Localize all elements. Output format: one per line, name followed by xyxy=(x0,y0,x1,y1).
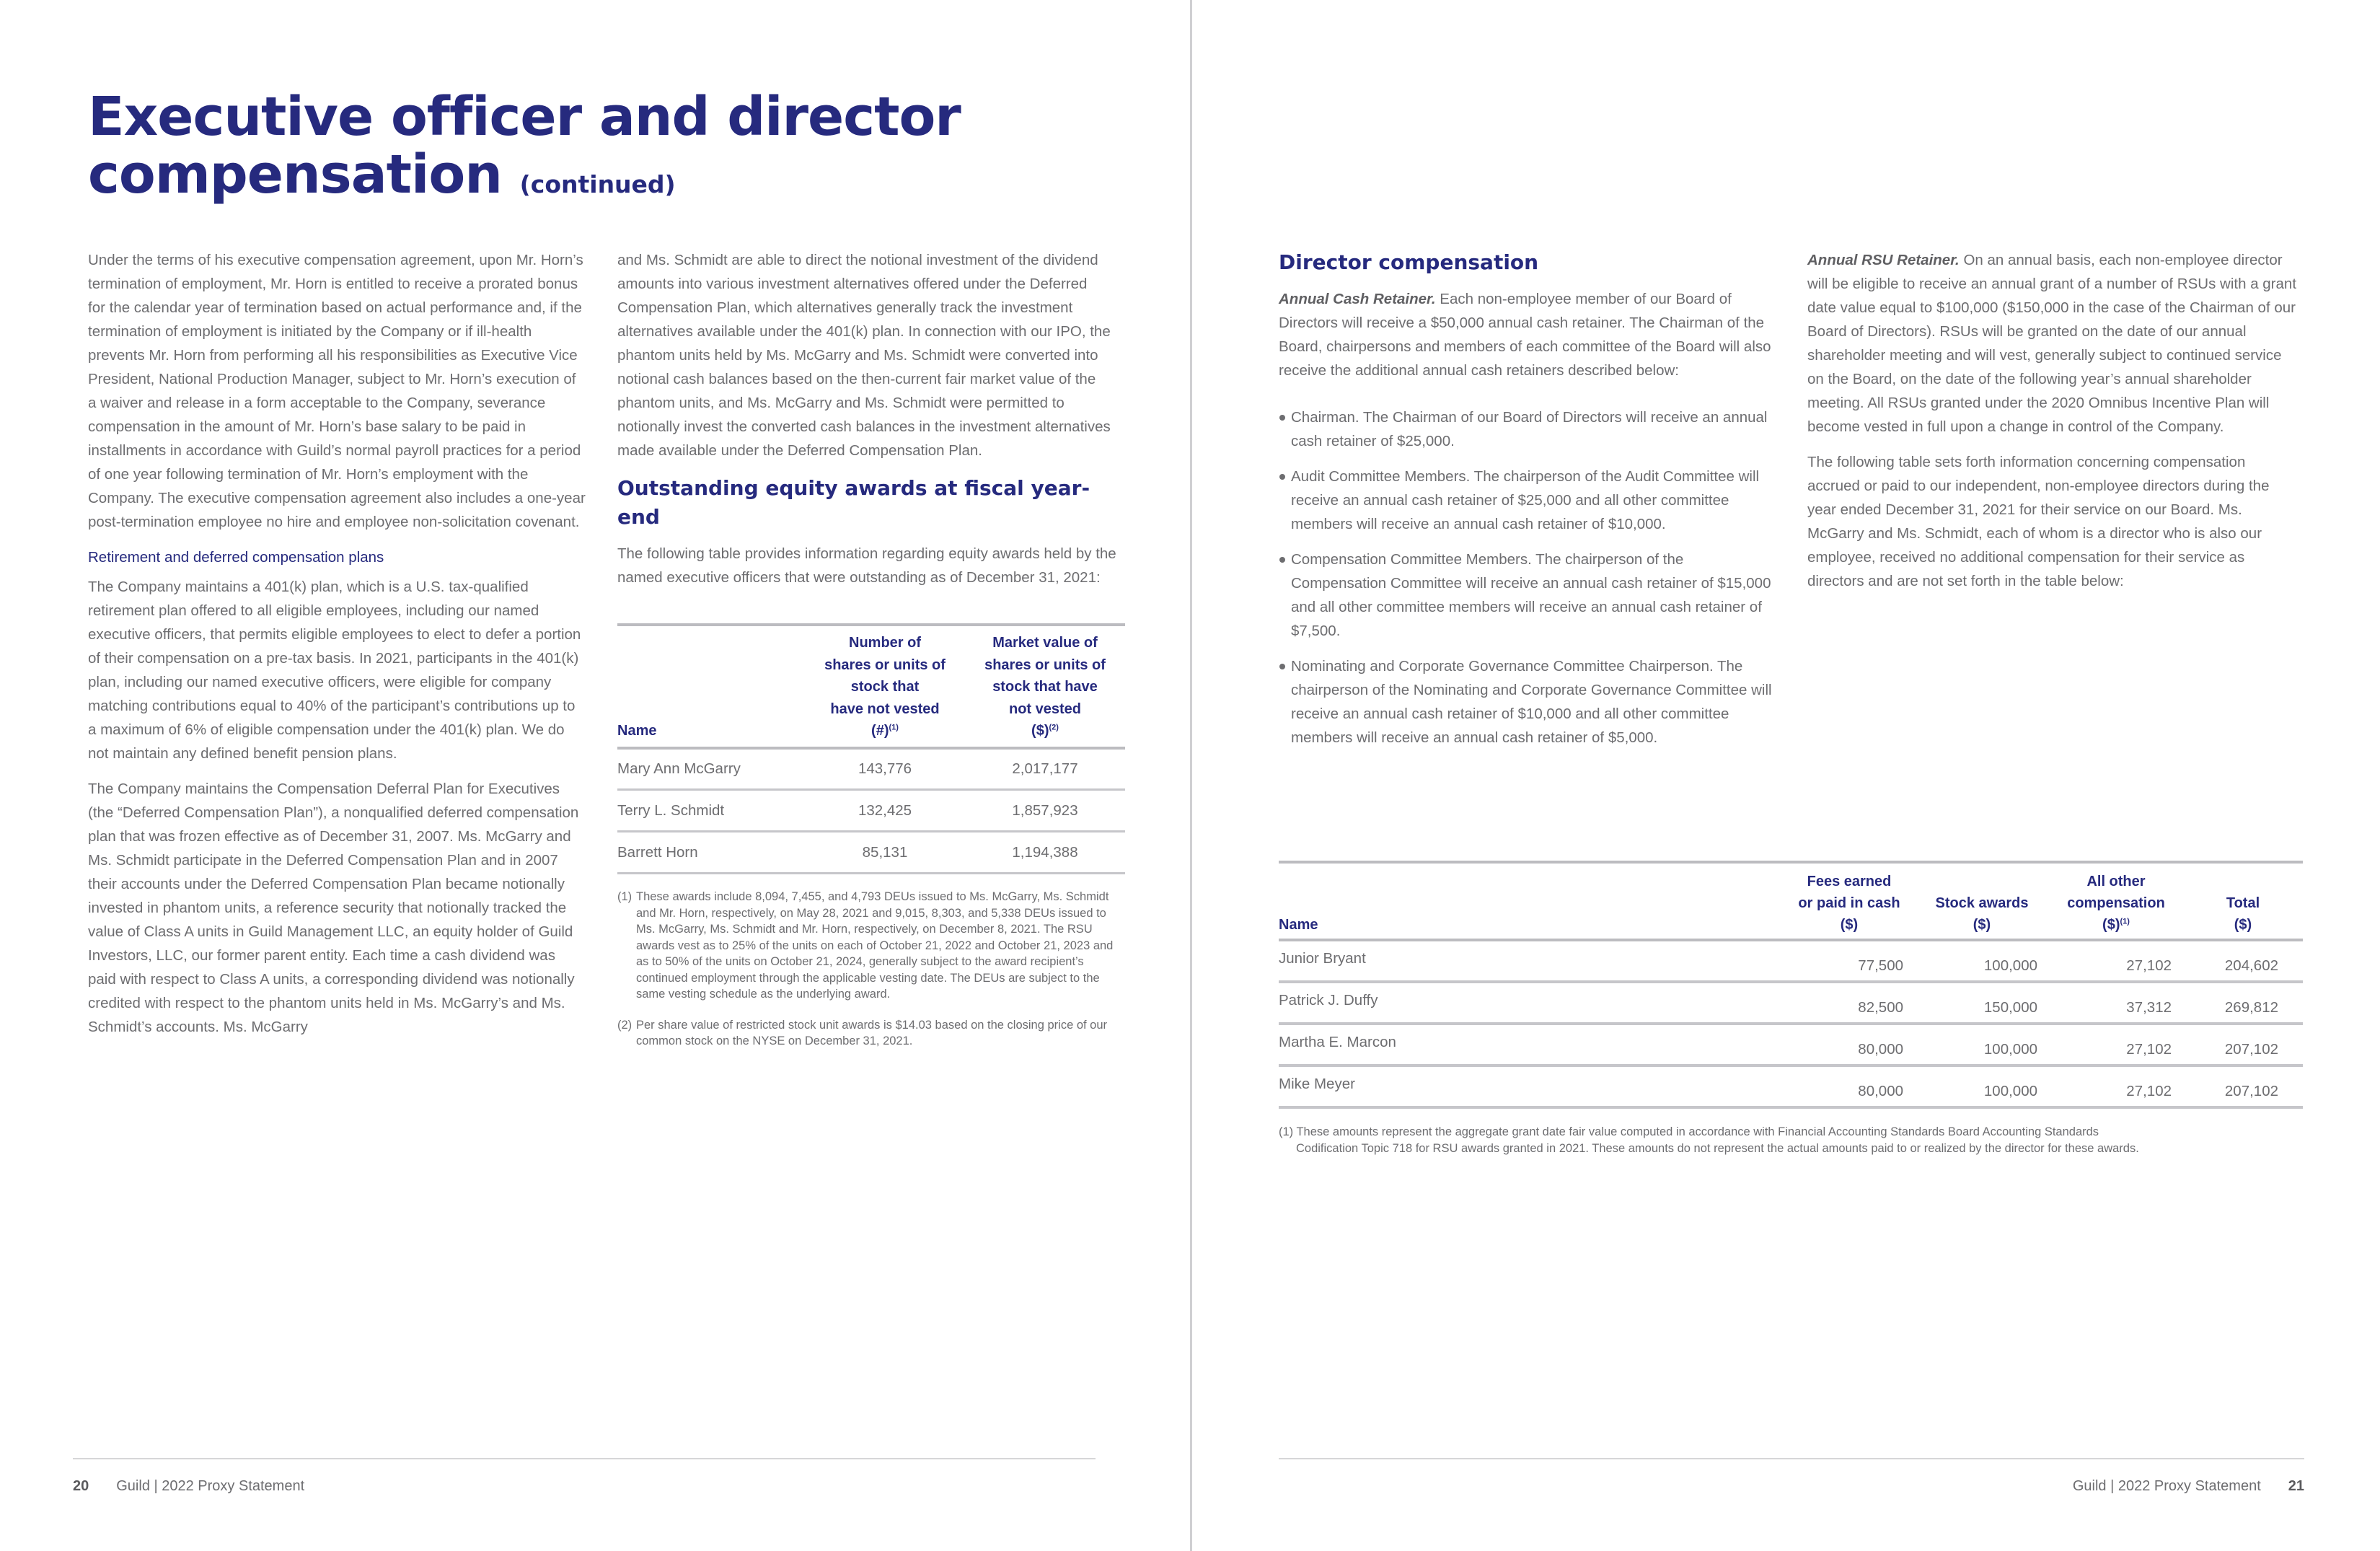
equity-table-footnotes xyxy=(617,889,1122,1064)
cell-other: 27,102 xyxy=(2049,1024,2183,1066)
table-row xyxy=(1279,940,2303,982)
director-compensation-table xyxy=(1279,861,2303,1109)
rsu-retainer-lead: Annual RSU Retainer. xyxy=(1807,252,1960,268)
page-number: 20 xyxy=(73,1478,89,1494)
left-column-2 xyxy=(617,248,1126,601)
footer-label: Guild | 2022 Proxy Statement xyxy=(116,1478,305,1494)
table-row xyxy=(1279,1024,2303,1066)
table-row xyxy=(617,790,1125,832)
director-table-footnote xyxy=(1279,1124,2317,1156)
page-number: 21 xyxy=(2288,1478,2304,1494)
cell-stock: 150,000 xyxy=(1915,982,2049,1024)
footer-rule xyxy=(1279,1458,2304,1459)
bullet-chairman: Chairman. The Chairman of our Board of Directors will receive an annual cash retainer of $25,000. xyxy=(1279,405,1776,453)
col-header-name: Name xyxy=(617,723,657,739)
deferred-comp-continued-paragraph: and Ms. Schmidt are able to direct the notional investment of the dividend amounts into various investment alternatives offered under the Deferred Compensation Plan, which alternatives generally track the investment alternatives available under the 401(k) plan. In connection with our IPO, the phantom units held by Ms. McGarry and Ms. Schmidt were converted into notional cash balances based on the then-current fair market value of the phantom units, and Ms. McGarry and Ms. Schmidt were permitted to notionally invest the converted cash balances in the investment alternatives made available under the Deferred Compensation Plan. xyxy=(617,252,1111,459)
col-header-shares: Number of shares or units of stock that have not vested (#)$^{(1)}$ xyxy=(824,635,946,739)
footnote-text: Per share value of restricted stock unit awards is $14.03 based on the closing price of our common stock on the NYSE on December 31, 2021. xyxy=(636,1018,1108,1047)
annual-cash-retainer-paragraph: Annual Cash Retainer. Each non-employee member of our Board of Directors will receive a $50,000 annual cash retainer. The Chairman of the Board, chairpersons and members of each committee of the Board will also receive the additional annual cash retainers described below: xyxy=(1279,291,1771,379)
footnote-text: These awards include 8,094, 7,455, and 4,793 DEUs issued to Ms. McGarry, Ms. Schmidt and Mr. Horn, respectively, on May 28, 2021 and 9,015, 8,303, and 5,338 DEUs issued to Ms. McGarry, Ms. Schmidt and Mr. Horn, respectively, on December 8, 2021. The RSU awards vest as to 25% of the units on each of October 21, 2022 and October 21, 2023 and as to 50% of the units on October 21, 2024, generally subject to the award recipient’s continued employment through the applicable vesting date. The DEUs are subject to the same vesting schedule as the underlying award. xyxy=(636,890,1114,1001)
table-row xyxy=(617,748,1125,790)
cell-market-value: 2,017,177 xyxy=(965,748,1125,790)
cell-fees: 80,000 xyxy=(1784,1066,1915,1107)
table-row xyxy=(617,832,1125,874)
col-header-stock-awards: Stock awards ($) xyxy=(1935,895,2029,933)
cell-total: 269,812 xyxy=(2183,982,2303,1024)
cell-name: Barrett Horn xyxy=(617,832,805,874)
outstanding-equity-table xyxy=(617,623,1125,874)
right-column-2 xyxy=(1807,248,2301,605)
cell-name: Mary Ann McGarry xyxy=(617,748,805,790)
table-row xyxy=(1279,982,2303,1024)
col-header-total: Total ($) xyxy=(2226,895,2260,933)
col-header-fees: Fees earned or paid in cash ($) xyxy=(1798,874,1900,933)
title-line-2: compensation xyxy=(88,144,502,206)
bullet-nominating-committee: Nominating and Corporate Governance Committee Chairperson. The chairperson of the Nominating and Corporate Governance Committee will receive an annual cash retainer of $10,000 and all other committee members will receive an annual cash retainer of $5,000. xyxy=(1279,654,1776,750)
cell-name: Patrick J. Duffy xyxy=(1279,982,1784,1024)
outstanding-equity-heading: Outstanding equity awards at fiscal year-end xyxy=(617,476,1090,529)
footnote-line-2: Codification Topic 718 for RSU awards granted in 2021. These amounts do not represent the actual amounts paid to or realized by the director for these awards. xyxy=(1296,1141,2139,1155)
left-column-1 xyxy=(88,248,586,1050)
cell-stock: 100,000 xyxy=(1915,1066,2049,1107)
cell-stock: 100,000 xyxy=(1915,940,2049,982)
cell-total: 204,602 xyxy=(2183,940,2303,982)
footnote xyxy=(617,889,1122,1003)
cell-fees: 77,500 xyxy=(1784,940,1915,982)
annual-rsu-retainer-paragraph: Annual RSU Retainer. On an annual basis, each non-employee director will be eligible to receive an annual grant of a number of RSUs with a grant date value equal to $100,000 ($150,000 in the case of the Chairman of our Board of Directors). RSUs will be granted on the date of our annual shareholder meeting and will vest, generally subject to continued service on the Board, on the date of the following year’s annual shareholder meeting. All RSUs granted under the 2020 Omnibus Incentive Plan will become vested in full upon a change in control of the Company. xyxy=(1807,252,2297,435)
401k-paragraph: The Company maintains a 401(k) plan, which is a U.S. tax-qualified retirement plan offered to all eligible employees, including our named executive officers, that permits eligible employees to elect to defer a portion of their compensation on a pre-tax basis. In 2021, participants in the 401(k) plan, including our named executive officers, were eligible for company matching contributions equal to 40% of the participant’s contributions up to a maximum of 6% of eligible compensation under the 401(k) plan. We do not maintain any defined benefit pension plans. xyxy=(88,579,581,762)
bullet-audit-committee: Audit Committee Members. The chairperson of the Audit Committee will receive an annual cash retainer of $25,000 and all other committee members will receive an annual cash retainer of $10,000. xyxy=(1279,465,1776,536)
cell-fees: 80,000 xyxy=(1784,1024,1915,1066)
left-page-footer xyxy=(73,1477,304,1495)
table-row xyxy=(1279,1066,2303,1107)
title-continued: (continued) xyxy=(519,170,676,198)
footnote-ref: (2) xyxy=(1049,723,1059,732)
title-line-1: Executive officer and director xyxy=(88,86,961,148)
col-header-market-value: Market value of shares or units of stock that have not vested ($)$^{(2)}$ xyxy=(984,635,1106,739)
cell-other: 27,102 xyxy=(2049,1066,2183,1107)
page-spread-divider xyxy=(1190,0,1192,1551)
footnote xyxy=(617,1017,1122,1050)
cell-name: Mike Meyer xyxy=(1279,1066,1784,1107)
footer-label: Guild | 2022 Proxy Statement xyxy=(2072,1478,2261,1494)
footnote-line-1: (1) These amounts represent the aggregate grant date fair value computed in accordance with Financial Accounting Standards Board Accounting Standards xyxy=(1279,1125,2099,1138)
cell-shares: 85,131 xyxy=(805,832,965,874)
cell-other: 37,312 xyxy=(2049,982,2183,1024)
cell-name: Martha E. Marcon xyxy=(1279,1024,1784,1066)
cell-total: 207,102 xyxy=(2183,1066,2303,1107)
cell-shares: 132,425 xyxy=(805,790,965,832)
equity-table-header-row xyxy=(617,625,1125,748)
col-header-name: Name xyxy=(1279,917,1318,933)
director-compensation-heading: Director compensation xyxy=(1279,250,1539,274)
col-header-other-compensation: All other compensation ($)$^{(1)}$ xyxy=(2067,874,2165,933)
cell-shares: 143,776 xyxy=(805,748,965,790)
footnote-ref: (1) xyxy=(889,723,899,732)
retirement-subheading: Retirement and deferred compensation plans xyxy=(88,549,384,566)
deferred-comp-paragraph: The Company maintains the Compensation Deferral Plan for Executives (the “Deferred Compensation Plan”), a nonqualified deferred compensation plan that was frozen effective as of December 31, 2007. Ms. McGarry and Ms. Schmidt participate in the Deferred Compensation Plan and in 2007 their accounts under the Deferred Compensation Plan became notionally invested in phantom units, a reference security that notionally tracked the value of Class A units in Guild Management LLC, an equity holder of Guild Investors, LLC, our former parent entity. Each time a cash dividend was paid with respect to Class A units, a corresponding dividend was notionally credited with respect to the phantom units held in Ms. McGarry’s and Ms. Schmidt’s accounts. Ms. McGarry xyxy=(88,781,579,1035)
cell-stock: 100,000 xyxy=(1915,1024,2049,1066)
director-table-intro: The following table sets forth information concerning compensation accrued or paid to our independent, non-employee directors during the year ended December 31, 2021 for their service on our Board. Ms. McGarry and Ms. Schmidt, each of whom is a director who is also our employee, received no additional compensation for their service as directors and are not set forth in the table below: xyxy=(1807,454,2270,589)
retainer-bullet-list xyxy=(1279,405,1776,750)
cell-market-value: 1,857,923 xyxy=(965,790,1125,832)
footnote-ref: (1) xyxy=(2120,917,2130,926)
horn-severance-paragraph: Under the terms of his executive compensation agreement, upon Mr. Horn’s termination of employment, Mr. Horn is entitled to receive a prorated bonus for the calendar year of termination based on actual performance and, if the termination of employment is initiated by the Company or if ill-health prevents Mr. Horn from performing all his responsibilities as Executive Vice President, National Production Manager, subject to Mr. Horn’s execution of a waiver and release in a form acceptable to the Company, severance compensation in the amount of Mr. Horn’s base salary to be paid in installments in accordance with Guild’s normal payroll practices for a period of one year following termination of Mr. Horn’s employment with the Company. The executive compensation agreement also includes a one-year post-termination employee no hire and employee non-solicitation covenant. xyxy=(88,252,586,530)
cell-fees: 82,500 xyxy=(1784,982,1915,1024)
cell-name: Terry L. Schmidt xyxy=(617,790,805,832)
bullet-compensation-committee: Compensation Committee Members. The chairperson of the Compensation Committee will receive an annual cash retainer of $15,000 and all other committee members will receive an annual cash retainer of $7,500. xyxy=(1279,548,1776,643)
equity-table-intro: The following table provides information regarding equity awards held by the named executive officers that were outstanding as of December 31, 2021: xyxy=(617,545,1116,586)
page-title xyxy=(88,88,1098,214)
cell-market-value: 1,194,388 xyxy=(965,832,1125,874)
right-page-footer xyxy=(2073,1477,2304,1495)
cell-name: Junior Bryant xyxy=(1279,940,1784,982)
footnote-mark: (1) xyxy=(617,890,633,903)
footnote-mark: (2) xyxy=(617,1018,633,1032)
cell-other: 27,102 xyxy=(2049,940,2183,982)
cell-total: 207,102 xyxy=(2183,1024,2303,1066)
footer-rule xyxy=(73,1458,1096,1459)
cash-retainer-lead: Annual Cash Retainer. xyxy=(1279,291,1436,307)
right-column-1 xyxy=(1279,248,1776,761)
director-table-header-row xyxy=(1279,862,2303,940)
